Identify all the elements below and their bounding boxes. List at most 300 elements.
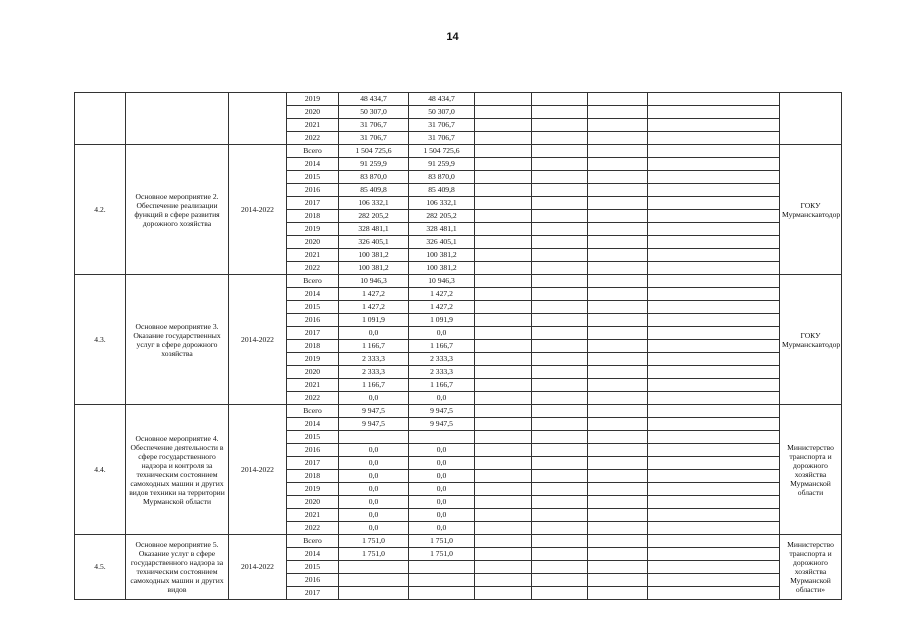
empty-cell — [475, 301, 532, 314]
empty-cell — [532, 574, 588, 587]
empty-cell — [588, 418, 648, 431]
empty-cell — [475, 418, 532, 431]
empty-cell — [588, 275, 648, 288]
empty-cell — [475, 275, 532, 288]
budget-cell: 0,0 — [409, 470, 475, 483]
budget-cell: 282 205,2 — [409, 210, 475, 223]
item-name-cell: Основное мероприятие 2. Обеспечение реализации функций в сфере развития дорожного хозяйства — [126, 145, 229, 275]
empty-cell — [588, 132, 648, 145]
total-cell: 0,0 — [339, 470, 409, 483]
total-cell: 9 947,5 — [339, 405, 409, 418]
year-cell: 2016 — [287, 444, 339, 457]
item-period-cell: 2014-2022 — [229, 145, 287, 275]
year-cell: 2022 — [287, 522, 339, 535]
year-cell: 2015 — [287, 561, 339, 574]
empty-cell — [588, 522, 648, 535]
empty-cell — [588, 184, 648, 197]
empty-cell — [475, 106, 532, 119]
empty-cell — [475, 314, 532, 327]
empty-cell — [475, 210, 532, 223]
year-cell: 2019 — [287, 483, 339, 496]
empty-cell — [648, 249, 780, 262]
total-cell: 282 205,2 — [339, 210, 409, 223]
executor-cell: ГОКУ Мурманскавтодор — [780, 145, 842, 275]
total-cell: 0,0 — [339, 509, 409, 522]
year-cell: 2017 — [287, 197, 339, 210]
empty-cell — [588, 210, 648, 223]
item-period-cell: 2014-2022 — [229, 535, 287, 600]
empty-cell — [532, 548, 588, 561]
year-cell: 2022 — [287, 262, 339, 275]
empty-cell — [648, 197, 780, 210]
empty-cell — [532, 418, 588, 431]
total-cell: 328 481,1 — [339, 223, 409, 236]
empty-cell — [588, 106, 648, 119]
total-cell: 0,0 — [339, 522, 409, 535]
budget-cell: 9 947,5 — [409, 418, 475, 431]
empty-cell — [588, 496, 648, 509]
empty-cell — [475, 171, 532, 184]
empty-cell — [588, 366, 648, 379]
empty-cell — [588, 444, 648, 457]
budget-cell: 1 166,7 — [409, 379, 475, 392]
empty-cell — [648, 457, 780, 470]
empty-cell — [588, 561, 648, 574]
total-cell: 1 751,0 — [339, 548, 409, 561]
empty-cell — [532, 340, 588, 353]
empty-cell — [532, 392, 588, 405]
budget-cell: 85 409,8 — [409, 184, 475, 197]
empty-cell — [532, 379, 588, 392]
table-row — [75, 275, 842, 288]
year-cell: 2014 — [287, 548, 339, 561]
empty-cell — [588, 262, 648, 275]
table-row — [75, 93, 842, 106]
empty-cell — [648, 509, 780, 522]
total-cell: 100 381,2 — [339, 249, 409, 262]
empty-cell — [588, 288, 648, 301]
empty-cell — [475, 197, 532, 210]
budget-cell: 0,0 — [409, 522, 475, 535]
program-table — [74, 92, 842, 600]
empty-cell — [532, 119, 588, 132]
empty-cell — [532, 158, 588, 171]
empty-cell — [648, 288, 780, 301]
empty-cell — [588, 119, 648, 132]
year-cell: 2016 — [287, 314, 339, 327]
total-cell: 0,0 — [339, 483, 409, 496]
budget-cell: 2 333,3 — [409, 366, 475, 379]
empty-cell — [532, 249, 588, 262]
year-cell: 2015 — [287, 301, 339, 314]
year-cell: 2018 — [287, 340, 339, 353]
item-number-cell: 4.4. — [75, 405, 126, 535]
empty-cell — [475, 379, 532, 392]
total-cell: 1 166,7 — [339, 379, 409, 392]
budget-cell — [409, 587, 475, 600]
empty-cell — [588, 171, 648, 184]
total-cell: 0,0 — [339, 457, 409, 470]
executor-cell: ГОКУ Мурманскавтодор — [780, 275, 842, 405]
empty-cell — [532, 444, 588, 457]
year-cell: Всего — [287, 275, 339, 288]
empty-cell — [532, 223, 588, 236]
empty-cell — [648, 223, 780, 236]
empty-cell — [475, 249, 532, 262]
item-name-cell: Основное мероприятие 4. Обеспечение деятельности в сфере государственного надзора и контроля за техническим состоянием самоходных машин и других видов техники на территории Мурманской области — [126, 405, 229, 535]
year-cell: Всего — [287, 405, 339, 418]
empty-cell — [648, 236, 780, 249]
budget-cell: 31 706,7 — [409, 119, 475, 132]
empty-cell — [648, 184, 780, 197]
empty-cell — [648, 392, 780, 405]
empty-cell — [648, 93, 780, 106]
empty-cell — [588, 340, 648, 353]
total-cell: 1 166,7 — [339, 340, 409, 353]
empty-cell — [475, 93, 532, 106]
empty-cell — [475, 535, 532, 548]
empty-cell — [475, 444, 532, 457]
total-cell: 91 259,9 — [339, 158, 409, 171]
budget-cell: 48 434,7 — [409, 93, 475, 106]
year-cell: Всего — [287, 145, 339, 158]
item-period-cell: 2014-2022 — [229, 275, 287, 405]
empty-cell — [532, 431, 588, 444]
empty-cell — [532, 366, 588, 379]
total-cell: 0,0 — [339, 327, 409, 340]
year-cell: 2018 — [287, 210, 339, 223]
total-cell: 106 332,1 — [339, 197, 409, 210]
total-cell: 1 427,2 — [339, 288, 409, 301]
empty-cell — [648, 106, 780, 119]
year-cell: 2019 — [287, 353, 339, 366]
budget-cell: 100 381,2 — [409, 262, 475, 275]
year-cell: 2016 — [287, 574, 339, 587]
empty-cell — [648, 444, 780, 457]
empty-cell — [532, 561, 588, 574]
total-cell: 31 706,7 — [339, 119, 409, 132]
budget-cell: 1 091,9 — [409, 314, 475, 327]
total-cell: 2 333,3 — [339, 353, 409, 366]
empty-cell — [588, 158, 648, 171]
item-name-cell: Основное мероприятие 3. Оказание государственных услуг в сфере дорожного хозяйства — [126, 275, 229, 405]
empty-cell — [532, 483, 588, 496]
empty-cell — [475, 470, 532, 483]
empty-cell — [532, 535, 588, 548]
empty-cell — [588, 548, 648, 561]
empty-cell — [648, 431, 780, 444]
empty-cell — [648, 587, 780, 600]
empty-cell — [588, 392, 648, 405]
budget-cell: 328 481,1 — [409, 223, 475, 236]
item-name-cell — [126, 93, 229, 145]
year-cell: 2021 — [287, 379, 339, 392]
empty-cell — [648, 340, 780, 353]
total-cell: 326 405,1 — [339, 236, 409, 249]
empty-cell — [475, 132, 532, 145]
empty-cell — [475, 509, 532, 522]
executor-cell — [780, 93, 842, 145]
empty-cell — [532, 353, 588, 366]
empty-cell — [588, 470, 648, 483]
empty-cell — [648, 210, 780, 223]
empty-cell — [588, 223, 648, 236]
empty-cell — [475, 223, 532, 236]
year-cell: 2014 — [287, 158, 339, 171]
empty-cell — [475, 574, 532, 587]
empty-cell — [648, 132, 780, 145]
budget-cell: 1 751,0 — [409, 535, 475, 548]
empty-cell — [588, 509, 648, 522]
empty-cell — [532, 93, 588, 106]
total-cell — [339, 431, 409, 444]
empty-cell — [648, 366, 780, 379]
year-cell: 2014 — [287, 418, 339, 431]
year-cell: 2021 — [287, 249, 339, 262]
year-cell: 2020 — [287, 106, 339, 119]
empty-cell — [475, 431, 532, 444]
empty-cell — [648, 522, 780, 535]
empty-cell — [588, 327, 648, 340]
empty-cell — [648, 535, 780, 548]
empty-cell — [532, 210, 588, 223]
total-cell: 2 333,3 — [339, 366, 409, 379]
budget-cell: 2 333,3 — [409, 353, 475, 366]
empty-cell — [475, 236, 532, 249]
empty-cell — [588, 93, 648, 106]
total-cell — [339, 561, 409, 574]
empty-cell — [648, 574, 780, 587]
empty-cell — [475, 145, 532, 158]
total-cell: 83 870,0 — [339, 171, 409, 184]
total-cell: 85 409,8 — [339, 184, 409, 197]
empty-cell — [648, 353, 780, 366]
total-cell: 1 751,0 — [339, 535, 409, 548]
empty-cell — [648, 301, 780, 314]
total-cell: 0,0 — [339, 392, 409, 405]
empty-cell — [532, 106, 588, 119]
budget-cell: 0,0 — [409, 509, 475, 522]
empty-cell — [475, 405, 532, 418]
budget-cell: 0,0 — [409, 392, 475, 405]
empty-cell — [588, 353, 648, 366]
budget-cell: 326 405,1 — [409, 236, 475, 249]
empty-cell — [532, 522, 588, 535]
empty-cell — [648, 496, 780, 509]
budget-cell: 0,0 — [409, 496, 475, 509]
empty-cell — [532, 301, 588, 314]
empty-cell — [532, 509, 588, 522]
total-cell: 0,0 — [339, 444, 409, 457]
empty-cell — [648, 171, 780, 184]
empty-cell — [588, 379, 648, 392]
total-cell: 1 091,9 — [339, 314, 409, 327]
budget-cell: 1 751,0 — [409, 548, 475, 561]
empty-cell — [475, 548, 532, 561]
empty-cell — [532, 132, 588, 145]
empty-cell — [532, 171, 588, 184]
budget-cell: 91 259,9 — [409, 158, 475, 171]
empty-cell — [532, 405, 588, 418]
empty-cell — [588, 145, 648, 158]
empty-cell — [532, 275, 588, 288]
empty-cell — [532, 587, 588, 600]
year-cell: 2017 — [287, 327, 339, 340]
item-period-cell — [229, 93, 287, 145]
empty-cell — [648, 275, 780, 288]
empty-cell — [532, 145, 588, 158]
year-cell: 2014 — [287, 288, 339, 301]
budget-cell: 10 946,3 — [409, 275, 475, 288]
item-number-cell — [75, 93, 126, 145]
budget-cell: 0,0 — [409, 483, 475, 496]
table-row — [75, 535, 842, 548]
year-cell: 2018 — [287, 470, 339, 483]
empty-cell — [475, 288, 532, 301]
item-number-cell: 4.3. — [75, 275, 126, 405]
empty-cell — [532, 197, 588, 210]
empty-cell — [475, 496, 532, 509]
empty-cell — [475, 366, 532, 379]
year-cell: 2020 — [287, 366, 339, 379]
empty-cell — [648, 158, 780, 171]
empty-cell — [532, 496, 588, 509]
empty-cell — [588, 301, 648, 314]
budget-cell: 106 332,1 — [409, 197, 475, 210]
table-row — [75, 145, 842, 158]
item-name-cell: Основное мероприятие 5. Оказание услуг в сфере государственного надзора за техническим состоянием самоходных машин и других видов — [126, 535, 229, 600]
budget-cell — [409, 561, 475, 574]
page-number: 14 — [446, 31, 459, 43]
year-cell: 2021 — [287, 509, 339, 522]
empty-cell — [648, 262, 780, 275]
budget-cell: 0,0 — [409, 457, 475, 470]
empty-cell — [475, 353, 532, 366]
empty-cell — [532, 327, 588, 340]
empty-cell — [648, 145, 780, 158]
empty-cell — [475, 340, 532, 353]
budget-cell: 9 947,5 — [409, 405, 475, 418]
empty-cell — [588, 457, 648, 470]
empty-cell — [532, 236, 588, 249]
empty-cell — [588, 405, 648, 418]
empty-cell — [648, 483, 780, 496]
year-cell: 2020 — [287, 496, 339, 509]
year-cell: 2017 — [287, 457, 339, 470]
total-cell: 100 381,2 — [339, 262, 409, 275]
empty-cell — [648, 379, 780, 392]
empty-cell — [475, 327, 532, 340]
executor-cell: Министерство транспорта и дорожного хозяйства Мурманской области» — [780, 535, 842, 600]
empty-cell — [648, 314, 780, 327]
empty-cell — [532, 262, 588, 275]
total-cell: 1 427,2 — [339, 301, 409, 314]
empty-cell — [532, 314, 588, 327]
budget-cell: 0,0 — [409, 327, 475, 340]
empty-cell — [648, 405, 780, 418]
total-cell: 50 307,0 — [339, 106, 409, 119]
empty-cell — [532, 457, 588, 470]
empty-cell — [588, 197, 648, 210]
empty-cell — [475, 457, 532, 470]
empty-cell — [532, 184, 588, 197]
empty-cell — [475, 184, 532, 197]
budget-cell: 1 427,2 — [409, 301, 475, 314]
empty-cell — [588, 431, 648, 444]
empty-cell — [648, 561, 780, 574]
budget-cell: 31 706,7 — [409, 132, 475, 145]
total-cell: 0,0 — [339, 496, 409, 509]
year-cell: 2019 — [287, 223, 339, 236]
budget-cell — [409, 574, 475, 587]
budget-cell: 83 870,0 — [409, 171, 475, 184]
item-number-cell: 4.2. — [75, 145, 126, 275]
empty-cell — [648, 548, 780, 561]
year-cell: 2015 — [287, 171, 339, 184]
total-cell: 31 706,7 — [339, 132, 409, 145]
year-cell: 2019 — [287, 93, 339, 106]
empty-cell — [475, 119, 532, 132]
empty-cell — [475, 522, 532, 535]
empty-cell — [475, 561, 532, 574]
empty-cell — [588, 236, 648, 249]
total-cell: 10 946,3 — [339, 275, 409, 288]
total-cell: 48 434,7 — [339, 93, 409, 106]
budget-cell: 1 166,7 — [409, 340, 475, 353]
budget-cell: 1 427,2 — [409, 288, 475, 301]
year-cell: 2020 — [287, 236, 339, 249]
year-cell: 2015 — [287, 431, 339, 444]
empty-cell — [648, 418, 780, 431]
executor-cell: Министерство транспорта и дорожного хозяйства Мурманской области — [780, 405, 842, 535]
year-cell: 2017 — [287, 587, 339, 600]
empty-cell — [588, 535, 648, 548]
year-cell: Всего — [287, 535, 339, 548]
empty-cell — [475, 587, 532, 600]
empty-cell — [588, 587, 648, 600]
budget-cell — [409, 431, 475, 444]
budget-cell: 100 381,2 — [409, 249, 475, 262]
total-cell: 9 947,5 — [339, 418, 409, 431]
empty-cell — [648, 119, 780, 132]
empty-cell — [588, 483, 648, 496]
budget-cell: 50 307,0 — [409, 106, 475, 119]
table-row — [75, 405, 842, 418]
empty-cell — [532, 288, 588, 301]
year-cell: 2016 — [287, 184, 339, 197]
year-cell: 2022 — [287, 132, 339, 145]
empty-cell — [648, 327, 780, 340]
year-cell: 2022 — [287, 392, 339, 405]
empty-cell — [588, 249, 648, 262]
total-cell: 1 504 725,6 — [339, 145, 409, 158]
empty-cell — [475, 158, 532, 171]
item-number-cell: 4.5. — [75, 535, 126, 600]
empty-cell — [648, 470, 780, 483]
budget-cell: 0,0 — [409, 444, 475, 457]
year-cell: 2021 — [287, 119, 339, 132]
empty-cell — [475, 483, 532, 496]
empty-cell — [475, 262, 532, 275]
total-cell — [339, 587, 409, 600]
budget-cell: 1 504 725,6 — [409, 145, 475, 158]
total-cell — [339, 574, 409, 587]
empty-cell — [532, 470, 588, 483]
item-period-cell: 2014-2022 — [229, 405, 287, 535]
empty-cell — [588, 574, 648, 587]
empty-cell — [588, 314, 648, 327]
empty-cell — [475, 392, 532, 405]
